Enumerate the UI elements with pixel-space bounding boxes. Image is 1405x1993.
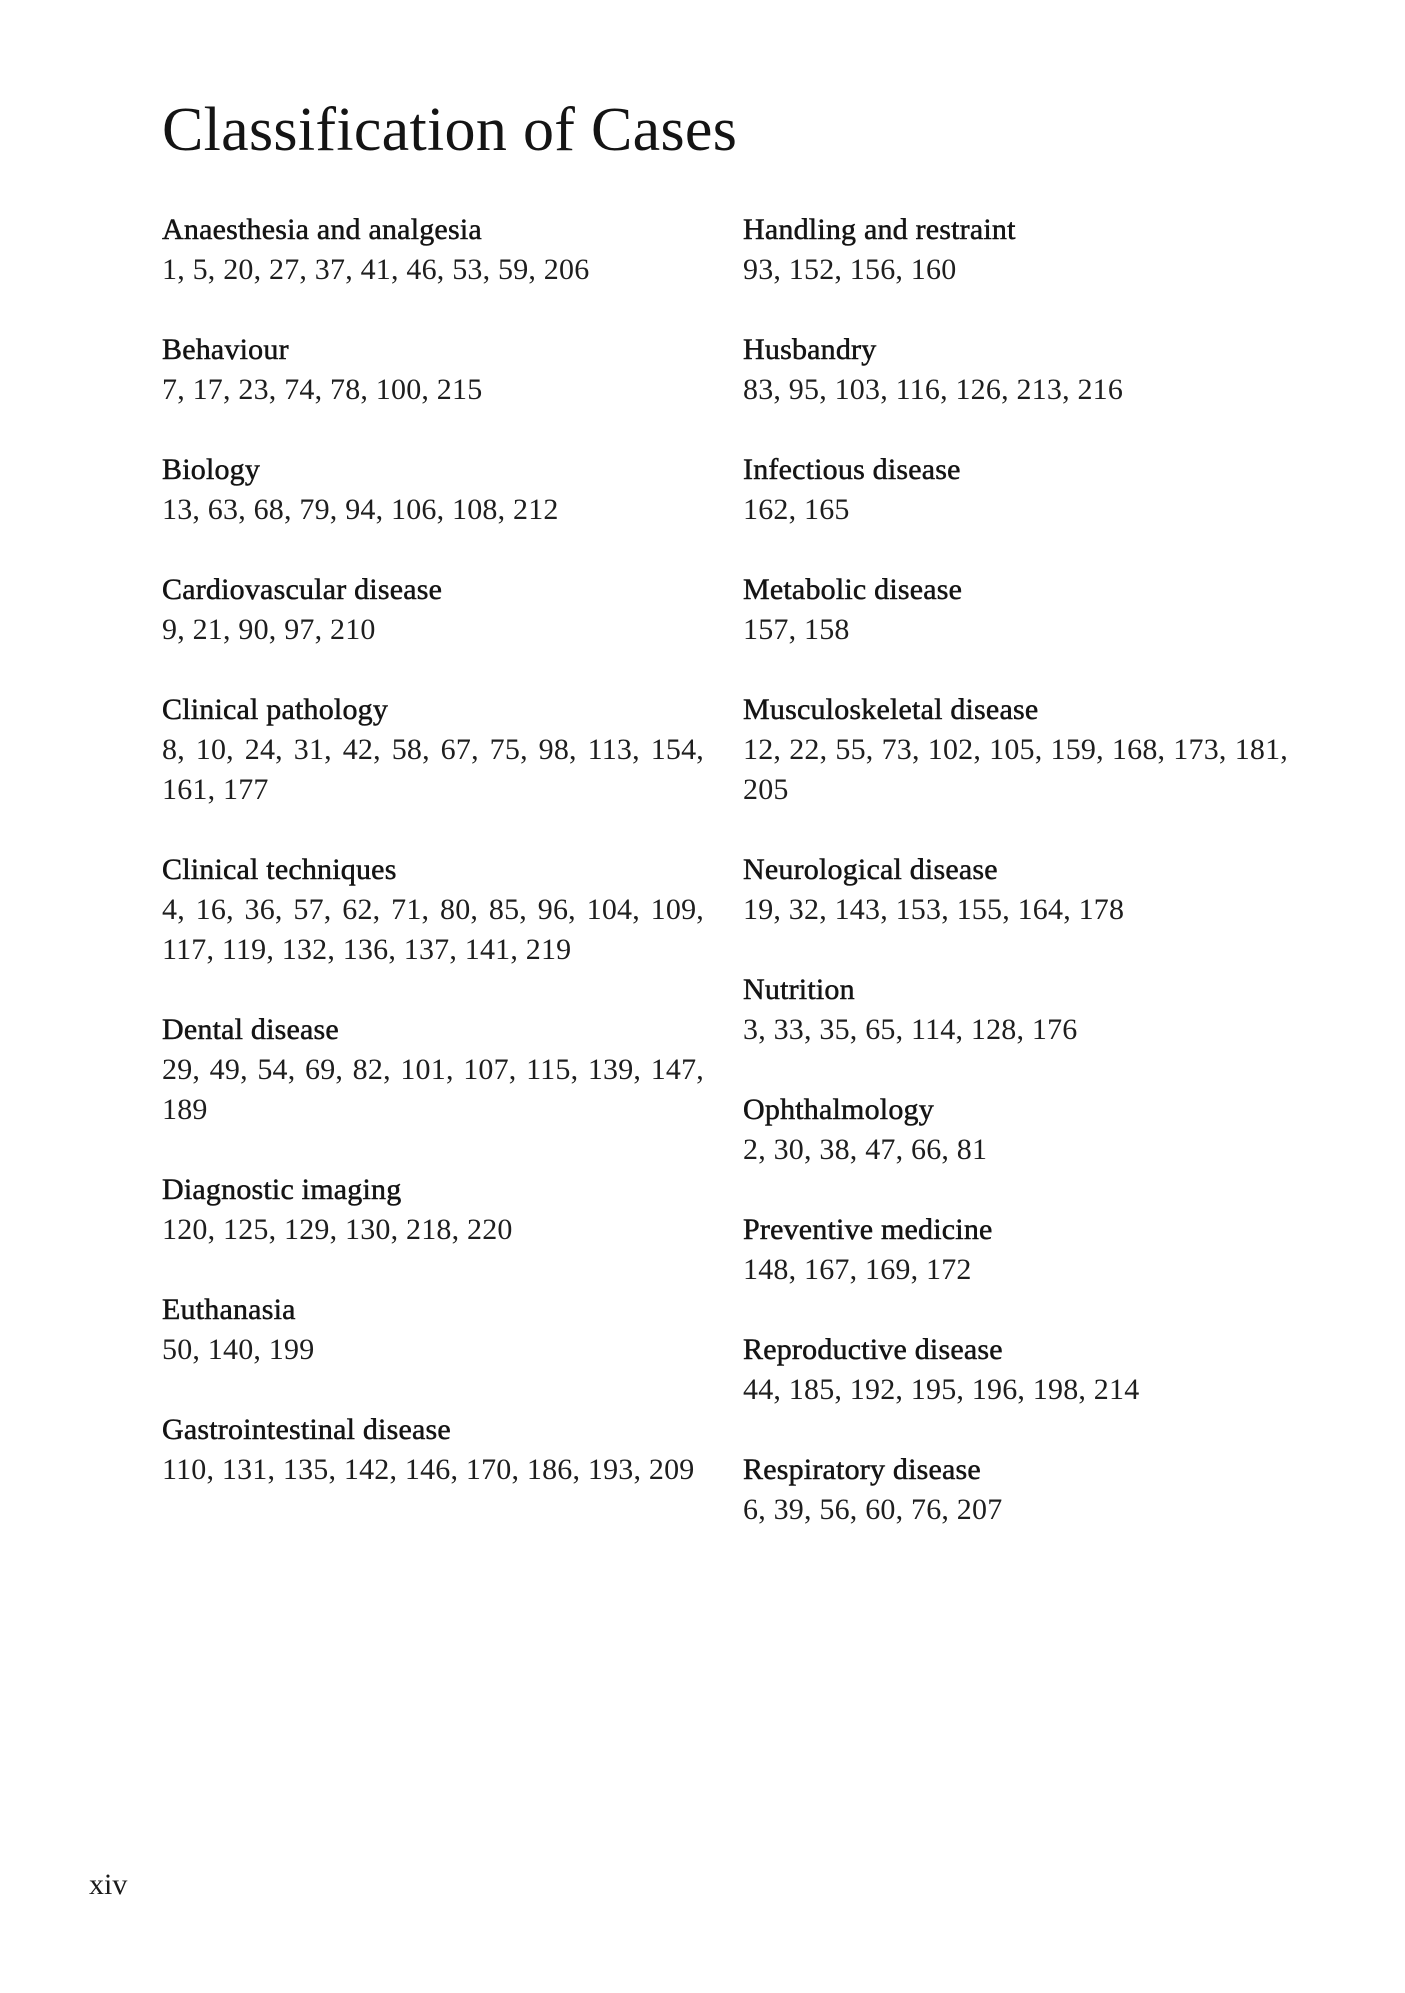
- case-numbers: 2, 30, 38, 47, 66, 81: [743, 1133, 988, 1166]
- case-numbers: 110, 131, 135, 142, 146, 170, 186, 193, 209: [162, 1453, 695, 1486]
- page-title: Classification of Cases: [162, 96, 738, 164]
- case-numbers: 12, 22, 55, 73, 102, 105, 159, 168, 173, 181, 205: [743, 733, 1288, 806]
- category-heading: Preventive medicine: [743, 1213, 993, 1246]
- case-numbers: 13, 63, 68, 79, 94, 106, 108, 212: [162, 493, 559, 526]
- case-numbers: 29, 49, 54, 69, 82, 101, 107, 115, 139, 147, 189: [162, 1053, 704, 1126]
- category-heading: Husbandry: [743, 333, 877, 366]
- case-numbers: 1, 5, 20, 27, 37, 41, 46, 53, 59, 206: [162, 253, 590, 286]
- page-number: xiv: [89, 1868, 128, 1901]
- case-numbers: 83, 95, 103, 116, 126, 213, 216: [743, 373, 1124, 406]
- category-heading: Dental disease: [162, 1013, 339, 1046]
- category-heading: Neurological disease: [743, 853, 998, 886]
- category-entry: [743, 1450, 1288, 1530]
- category-entry: [162, 1410, 704, 1490]
- category-heading: Musculoskeletal disease: [743, 693, 1039, 726]
- category-entry: [743, 210, 1288, 290]
- category-entry: [162, 210, 704, 290]
- case-numbers: 19, 32, 143, 153, 155, 164, 178: [743, 893, 1125, 926]
- case-numbers: 3, 33, 35, 65, 114, 128, 176: [743, 1013, 1078, 1046]
- category-heading: Respiratory disease: [743, 1453, 981, 1486]
- case-numbers: 6, 39, 56, 60, 76, 207: [743, 1493, 1003, 1526]
- category-entry: [743, 570, 1288, 650]
- category-heading: Behaviour: [162, 333, 289, 366]
- case-numbers: 44, 185, 192, 195, 196, 198, 214: [743, 1373, 1140, 1406]
- category-entry: [162, 1170, 704, 1250]
- category-entry: [743, 1090, 1288, 1170]
- category-heading: Diagnostic imaging: [162, 1173, 402, 1206]
- category-entry: [743, 690, 1288, 810]
- category-heading: Euthanasia: [162, 1293, 296, 1326]
- category-entry: [743, 1210, 1288, 1290]
- case-numbers: 157, 158: [743, 613, 850, 646]
- case-numbers: 9, 21, 90, 97, 210: [162, 613, 376, 646]
- category-heading: Anaesthesia and analgesia: [162, 213, 482, 246]
- category-entry: [162, 450, 704, 530]
- category-entry: [162, 570, 704, 650]
- category-heading: Gastrointestinal disease: [162, 1413, 451, 1446]
- case-numbers: 120, 125, 129, 130, 218, 220: [162, 1213, 513, 1246]
- case-numbers: 7, 17, 23, 74, 78, 100, 215: [162, 373, 483, 406]
- category-heading: Handling and restraint: [743, 213, 1016, 246]
- category-entry: [743, 1330, 1288, 1410]
- category-entry: [162, 330, 704, 410]
- category-heading: Reproductive disease: [743, 1333, 1003, 1366]
- category-entry: [743, 970, 1288, 1050]
- category-entry: [162, 850, 704, 970]
- category-entry: [743, 330, 1288, 410]
- case-numbers: 148, 167, 169, 172: [743, 1253, 972, 1286]
- category-entry: [743, 850, 1288, 930]
- category-heading: Biology: [162, 453, 261, 486]
- category-heading: Metabolic disease: [743, 573, 963, 606]
- right-column: [743, 210, 1288, 1570]
- case-numbers: 93, 152, 156, 160: [743, 253, 957, 286]
- left-column: [162, 210, 704, 1530]
- category-heading: Infectious disease: [743, 453, 961, 486]
- category-entry: [162, 1290, 704, 1370]
- category-entry: [162, 690, 704, 810]
- category-heading: Cardiovascular disease: [162, 573, 443, 606]
- case-numbers: 50, 140, 199: [162, 1333, 315, 1366]
- category-heading: Nutrition: [743, 973, 855, 1006]
- category-heading: Clinical pathology: [162, 693, 389, 726]
- category-heading: Ophthalmology: [743, 1093, 934, 1126]
- category-heading: Clinical techniques: [162, 853, 397, 886]
- case-numbers: 4, 16, 36, 57, 62, 71, 80, 85, 96, 104, 109, 117, 119, 132, 136, 137, 141, 219: [162, 893, 704, 966]
- category-entry: [162, 1010, 704, 1130]
- category-entry: [743, 450, 1288, 530]
- case-numbers: 162, 165: [743, 493, 850, 526]
- case-numbers: 8, 10, 24, 31, 42, 58, 67, 75, 98, 113, 154, 161, 177: [162, 733, 704, 806]
